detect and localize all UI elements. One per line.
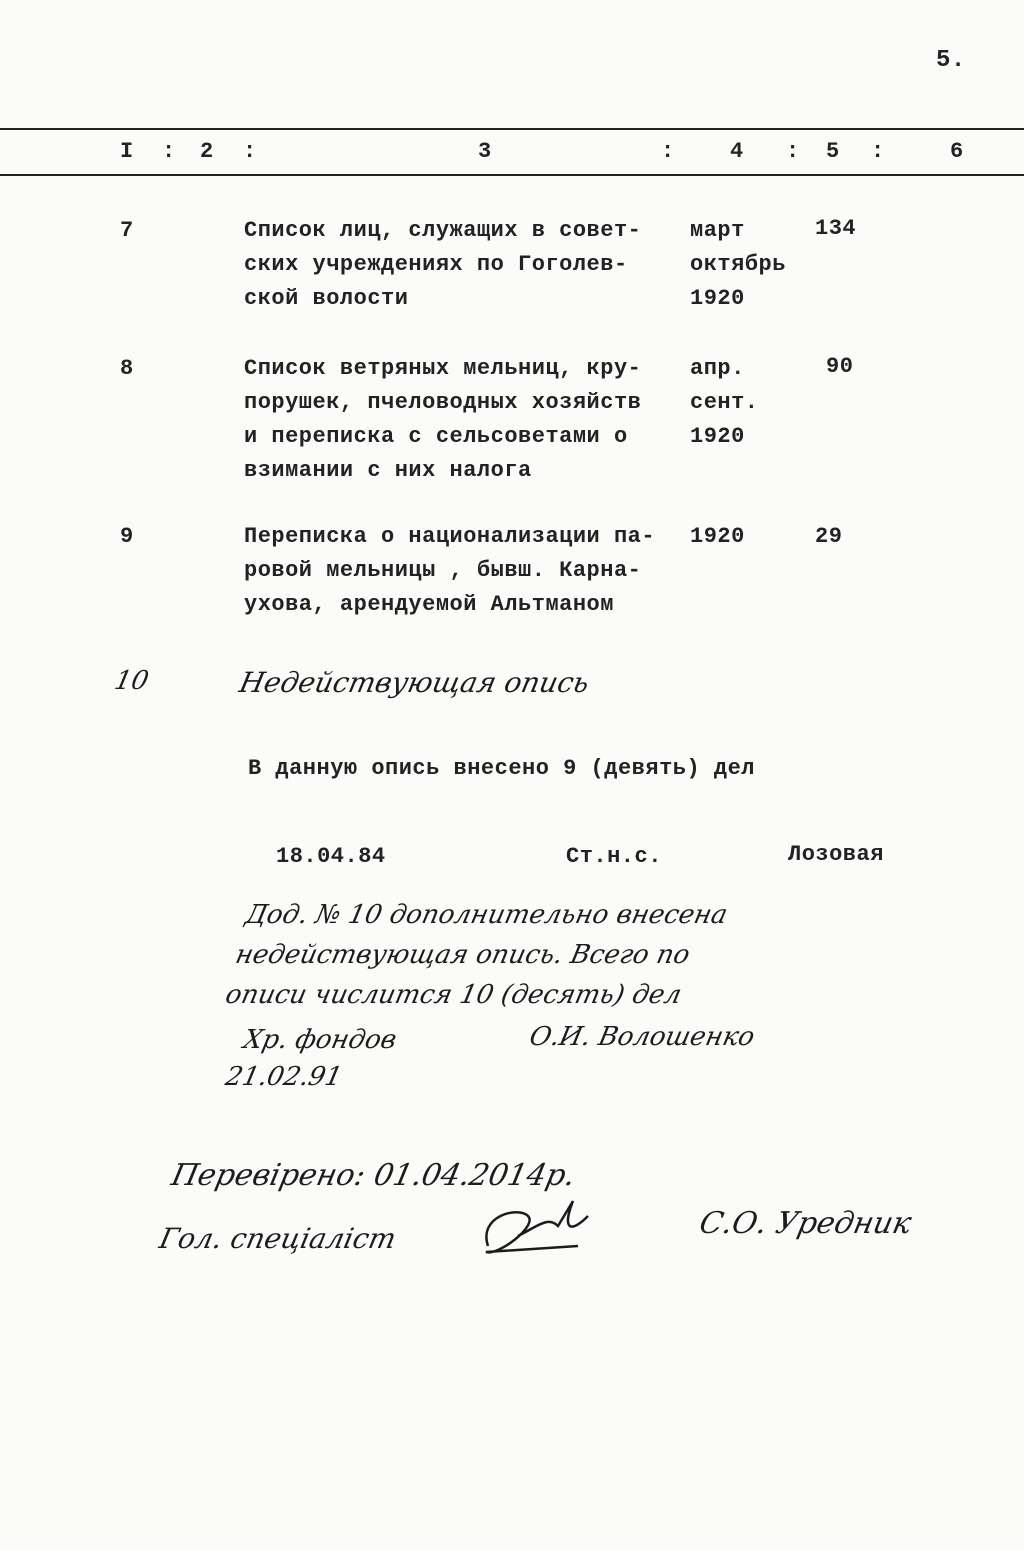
row-title: Список ветряных мельниц, кру- порушек, пчеловодных хозяйств и переписка с сельсоветами о взимании с них налога (244, 356, 642, 483)
row-title: Список лиц, служащих в совет- ских учреждениях по Гоголев- ской волости (244, 218, 642, 311)
verification-label: Перевірено: 01.04.2014р. (168, 1158, 579, 1193)
signoff-name: Лозовая (788, 842, 884, 867)
header-bottom-rule (0, 174, 1024, 176)
row-number: 10 (111, 666, 152, 696)
column-separator: : (661, 139, 675, 164)
verification-name: С.О. Уредник (696, 1206, 915, 1241)
addendum-name: О.И. Волошенко (526, 1022, 758, 1052)
column-header: 4 (730, 139, 744, 164)
row-number: 7 (120, 218, 134, 243)
row-title: Переписка о национализации па- ровой мельницы , бывш. Карна- ухова, арендуемой Альтманом (244, 524, 656, 617)
signature-image (478, 1196, 598, 1260)
row-number: 8 (120, 356, 134, 381)
row-sheets: 90 (826, 354, 854, 379)
column-separator: : (786, 139, 800, 164)
addendum-line: Дод. № 10 дополнительно внесена (242, 900, 731, 930)
column-header: 3 (478, 139, 492, 164)
row-number: 9 (120, 524, 134, 549)
addendum-line: недействующая опись. Всего по (232, 940, 693, 970)
column-header: 5 (826, 139, 840, 164)
addendum-position: Хр. фондов (240, 1025, 400, 1055)
header-top-rule (0, 128, 1024, 130)
row-dates: март октябрь 1920 (690, 218, 786, 311)
row-sheets: 134 (815, 216, 857, 241)
addendum-line: описи числится 10 (десять) дел (222, 980, 685, 1010)
column-header: 6 (950, 139, 964, 164)
row-dates: 1920 (690, 524, 745, 549)
row-dates: апр. сент. 1920 (690, 356, 759, 449)
column-separator: : (243, 139, 257, 164)
addendum-date: 21.02.91 (222, 1062, 345, 1092)
page-number: 5. (936, 47, 966, 74)
column-header: 2 (200, 139, 214, 164)
column-separator: : (871, 139, 885, 164)
signoff-position: Ст.н.с. (566, 844, 662, 869)
signoff-date: 18.04.84 (276, 844, 386, 869)
row-title: Недействующая опись (236, 666, 593, 699)
column-separator: : (162, 139, 176, 164)
row-sheets: 29 (815, 524, 843, 549)
verification-position: Гол. спеціаліст (156, 1222, 400, 1255)
column-header: I (120, 139, 134, 164)
summary-text: В данную опись внесено 9 (девять) дел (248, 756, 755, 781)
